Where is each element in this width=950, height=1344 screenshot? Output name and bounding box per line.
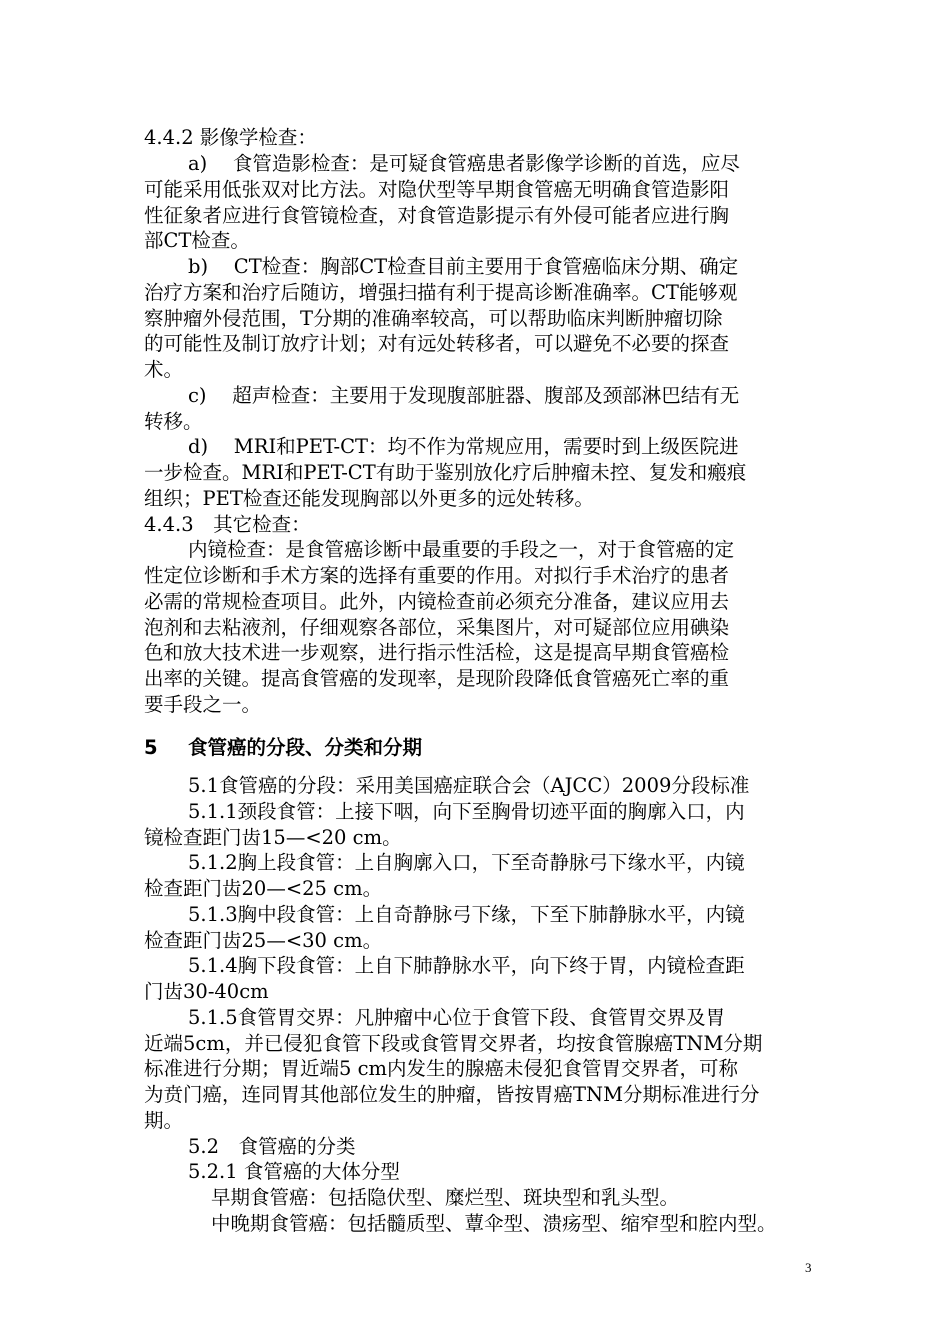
- paragraph-line: 为贲门癌，连同胃其他部位发生的肿瘤，皆按胃癌TNM分期标准进行分: [144, 1083, 760, 1106]
- paragraph-line: 内镜检查：是食管癌诊断中最重要的手段之一，对于食管癌的定: [188, 538, 735, 561]
- paragraph-line: 必需的常规检查项目。此外，内镜检查前必须充分准备，建议应用去: [144, 590, 730, 613]
- subsection-heading-4-4-3: 4.4.3 其它检查：: [144, 513, 311, 536]
- section-title: 食管癌的分段、分类和分期: [188, 736, 423, 759]
- paragraph-line: 5.1.5食管胃交界：凡肿瘤中心位于食管下段、食管胃交界及胃: [188, 1006, 726, 1029]
- paragraph-line: 性征象者应进行食管镜检查，对食管造影提示有外侵可能者应进行胸: [144, 204, 730, 227]
- paragraph-line: 中晚期食管癌：包括髓质型、蕈伞型、溃疡型、缩窄型和腔内型。: [211, 1212, 777, 1235]
- paragraph-line: 组织；PET检查还能发现胸部以外更多的远处转移。: [144, 487, 594, 510]
- paragraph-line: 门齿30-40cm: [144, 980, 269, 1003]
- paragraph-line: 转移。: [144, 410, 203, 433]
- paragraph-line: 治疗方案和治疗后随访，增强扫描有利于提高诊断准确率。CT能够观: [144, 281, 738, 304]
- paragraph-line: 早期食管癌：包括隐伏型、糜烂型、斑块型和乳头型。: [211, 1186, 680, 1209]
- subsection-heading-5-2-1: 5.2.1 食管癌的大体分型: [188, 1160, 400, 1183]
- subsection-heading-5-2: 5.2 食管癌的分类: [188, 1135, 356, 1158]
- subsection-heading-4-4-2: 4.4.2 影像学检查：: [144, 126, 317, 149]
- paragraph-line: d) MRI和PET-CT：均不作为常规应用，需要时到上级医院进: [188, 435, 739, 458]
- paragraph-line: b) CT检查：胸部CT检查目前主要用于食管癌临床分期、确定: [188, 255, 739, 278]
- paragraph-line: 术。: [144, 358, 184, 381]
- paragraph-line: 要手段之一。: [144, 693, 262, 716]
- paragraph-line: 色和放大技术进一步观察，进行指示性活检，这是提高早期食管癌检: [144, 641, 730, 664]
- paragraph-line: 检查距门齿20—<25 cm。: [144, 877, 383, 900]
- paragraph-line: 泡剂和去粘液剂，仔细观察各部位，采集图片，对可疑部位应用碘染: [144, 616, 730, 639]
- paragraph-line: 标准进行分期；胃近端5 cm内发生的腺癌未侵犯食管胃交界者，可称: [144, 1057, 739, 1080]
- paragraph-line: 5.1食管癌的分段：采用美国癌症联合会（AJCC）2009分段标准: [188, 774, 750, 797]
- paragraph-line: 出率的关键。提高食管癌的发现率，是现阶段降低食管癌死亡率的重: [144, 667, 730, 690]
- page-number: 3: [805, 1260, 812, 1275]
- paragraph-line: 近端5cm，并已侵犯食管下段或食管胃交界者，均按食管腺癌TNM分期: [144, 1032, 763, 1055]
- paragraph-line: 期。: [144, 1109, 184, 1132]
- paragraph-line: 检查距门齿25—<30 cm。: [144, 929, 383, 952]
- paragraph-line: 5.1.2胸上段食管：上自胸廓入口，下至奇静脉弓下缘水平，内镜: [188, 851, 745, 874]
- paragraph-line: 性定位诊断和手术方案的选择有重要的作用。对拟行手术治疗的患者: [144, 564, 730, 587]
- paragraph-line: 一步检查。MRI和PET-CT有助于鉴别放化疗后肿瘤未控、复发和瘢痕: [144, 461, 747, 484]
- section-number: 5: [144, 736, 158, 759]
- paragraph-line: 5.1.1颈段食管：上接下咽，向下至胸骨切迹平面的胸廓入口，内: [188, 800, 745, 823]
- paragraph-line: a) 食管造影检查：是可疑食管癌患者影像学诊断的首选，应尽: [188, 152, 740, 175]
- paragraph-line: 察肿瘤外侵范围，T分期的准确率较高，可以帮助临床判断肿瘤切除: [144, 307, 723, 330]
- paragraph-line: 可能采用低张双对比方法。对隐伏型等早期食管癌无明确食管造影阳: [144, 178, 730, 201]
- paragraph-line: 5.1.4胸下段食管：上自下肺静脉水平，向下终于胃，内镜检查距: [188, 954, 745, 977]
- paragraph-line: 镜检查距门齿15—<20 cm。: [144, 826, 402, 849]
- paragraph-line: 5.1.3胸中段食管：上自奇静脉弓下缘，下至下肺静脉水平，内镜: [188, 903, 745, 926]
- section-heading-5: [144, 734, 422, 762]
- paragraph-line: 的可能性及制订放疗计划；对有远处转移者，可以避免不必要的探查: [144, 332, 730, 355]
- paragraph-line: 部CT检查。: [144, 229, 250, 252]
- paragraph-line: c) 超声检查：主要用于发现腹部脏器、腹部及颈部淋巴结有无: [188, 384, 740, 407]
